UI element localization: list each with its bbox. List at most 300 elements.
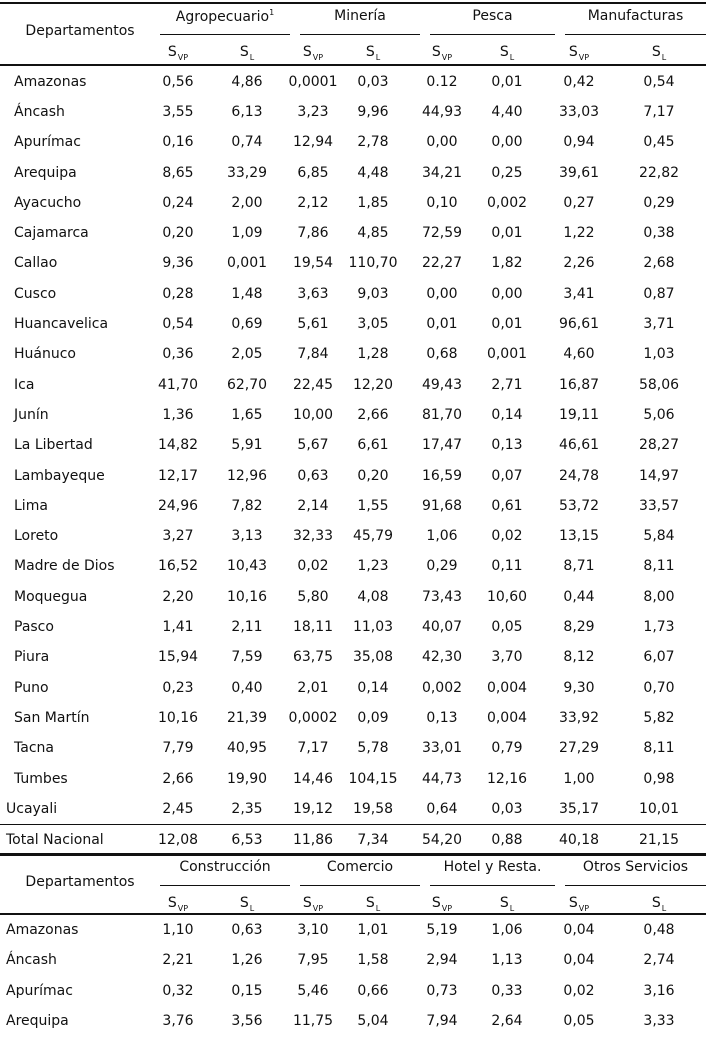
value-cell: 2,14 xyxy=(297,497,329,514)
value-cell: 0,24 xyxy=(162,194,194,211)
value-cell: 0,0001 xyxy=(288,73,338,90)
department-name: Tacna xyxy=(14,740,54,757)
value-cell: 0,13 xyxy=(426,709,458,726)
table-row xyxy=(0,97,721,127)
symbol-s-vp xyxy=(280,895,346,913)
value-cell: 0,66 xyxy=(357,982,389,999)
value-cell: 0,42 xyxy=(563,73,595,90)
value-cell: 10,00 xyxy=(292,406,334,423)
value-cell: 3,63 xyxy=(297,285,329,302)
value-cell: 45,79 xyxy=(352,528,394,545)
table-row xyxy=(0,309,721,339)
symbol-subscript: VP xyxy=(177,904,189,913)
value-cell: 5,82 xyxy=(643,709,675,726)
value-cell: 4,85 xyxy=(357,225,389,242)
table-row xyxy=(0,642,721,672)
value-cell: 1,85 xyxy=(357,194,389,211)
value-cell: 3,70 xyxy=(491,649,523,666)
value-cell: 8,11 xyxy=(643,740,675,757)
total-bottom-rule xyxy=(0,855,706,856)
value-cell: 13,15 xyxy=(558,528,600,545)
value-cell: 2,66 xyxy=(162,770,194,787)
symbol-s-vp xyxy=(409,44,475,62)
symbol-s-vp xyxy=(546,895,612,913)
department-name: Lima xyxy=(14,497,48,514)
symbol-letter: S xyxy=(239,44,249,60)
value-cell: 3,13 xyxy=(231,528,263,545)
value-cell: 0,36 xyxy=(162,346,194,363)
sector-header-label: Pesca xyxy=(472,8,513,24)
value-cell: 24,78 xyxy=(558,467,600,484)
value-cell: 4,86 xyxy=(231,73,263,90)
value-cell: 5,61 xyxy=(297,316,329,333)
value-cell: 0,45 xyxy=(643,134,675,151)
value-cell: 7,95 xyxy=(297,952,329,969)
value-cell: 7,94 xyxy=(426,1013,458,1030)
value-cell: 14,82 xyxy=(157,437,199,454)
value-cell: 19,12 xyxy=(292,800,334,817)
value-cell: 22,82 xyxy=(638,164,680,181)
value-cell: 8,71 xyxy=(563,558,595,575)
value-cell: 0,00 xyxy=(426,285,458,302)
value-cell: 11,03 xyxy=(352,619,394,636)
department-name: Puno xyxy=(14,679,49,696)
symbol-s-l xyxy=(626,895,692,913)
dept-column-header: Departamentos xyxy=(25,874,135,890)
department-name: Pasco xyxy=(14,619,54,636)
value-cell: 40,18 xyxy=(558,831,600,848)
value-cell: 63,75 xyxy=(292,649,334,666)
value-cell: 0,15 xyxy=(231,982,263,999)
value-cell: 8,11 xyxy=(643,558,675,575)
value-cell: 0,04 xyxy=(563,922,595,939)
symbol-subscript: L xyxy=(509,53,515,62)
department-name: Arequipa xyxy=(6,1013,69,1030)
value-cell: 4,08 xyxy=(357,588,389,605)
value-cell: 1,48 xyxy=(231,285,263,302)
value-cell: 21,15 xyxy=(638,831,680,848)
value-cell: 41,70 xyxy=(157,376,199,393)
symbol-subscript: L xyxy=(661,904,667,913)
value-cell: 0,00 xyxy=(426,134,458,151)
value-cell: 104,15 xyxy=(348,770,398,787)
value-cell: 0,14 xyxy=(357,679,389,696)
table-row xyxy=(0,763,721,793)
value-cell: 7,82 xyxy=(231,497,263,514)
symbol-s-vp xyxy=(546,44,612,62)
value-cell: 16,52 xyxy=(157,558,199,575)
value-cell: 3,10 xyxy=(297,922,329,939)
symbol-s-vp xyxy=(409,895,475,913)
symbol-subscript: L xyxy=(661,53,667,62)
department-name: Total Nacional xyxy=(6,831,104,848)
sector-header xyxy=(155,859,295,875)
value-cell: 0,002 xyxy=(421,679,463,696)
symbol-letter: S xyxy=(651,895,661,911)
table-row xyxy=(0,1006,721,1036)
department-name: Huancavelica xyxy=(14,316,109,333)
value-cell: 0,20 xyxy=(357,467,389,484)
value-cell: 3,71 xyxy=(643,316,675,333)
value-cell: 0,69 xyxy=(231,316,263,333)
value-cell: 3,76 xyxy=(162,1013,194,1030)
value-cell: 1,82 xyxy=(491,255,523,272)
value-cell: 22,45 xyxy=(292,376,334,393)
value-cell: 8,00 xyxy=(643,588,675,605)
sector-header xyxy=(425,859,560,875)
value-cell: 1,03 xyxy=(643,346,675,363)
value-cell: 3,56 xyxy=(231,1013,263,1030)
value-cell: 2,20 xyxy=(162,588,194,605)
table-row xyxy=(0,521,721,551)
value-cell: 0,04 xyxy=(563,952,595,969)
value-cell: 21,39 xyxy=(226,709,268,726)
value-cell: 15,94 xyxy=(157,649,199,666)
table-row xyxy=(0,248,721,278)
value-cell: 5,46 xyxy=(297,982,329,999)
value-cell: 3,05 xyxy=(357,316,389,333)
symbol-subscript: VP xyxy=(312,904,324,913)
value-cell: 10,43 xyxy=(226,558,268,575)
value-cell: 44,73 xyxy=(421,770,463,787)
department-name: Callao xyxy=(14,255,58,272)
symbol-letter: S xyxy=(302,44,312,60)
value-cell: 62,70 xyxy=(226,376,268,393)
value-cell: 9,30 xyxy=(563,679,595,696)
value-cell: 0,11 xyxy=(491,558,523,575)
sector-underline xyxy=(430,34,555,35)
value-cell: 33,03 xyxy=(558,103,600,120)
value-cell: 12,94 xyxy=(292,134,334,151)
table-row xyxy=(0,370,721,400)
table-row xyxy=(0,612,721,642)
value-cell: 6,53 xyxy=(231,831,263,848)
value-cell: 1,36 xyxy=(162,406,194,423)
value-cell: 0,48 xyxy=(643,922,675,939)
department-name: La Libertad xyxy=(14,437,93,454)
sector-header-label: Agropecuario xyxy=(175,9,270,25)
value-cell: 2,00 xyxy=(231,194,263,211)
value-cell: 5,67 xyxy=(297,437,329,454)
value-cell: 5,06 xyxy=(643,406,675,423)
value-cell: 10,16 xyxy=(157,709,199,726)
symbol-letter: S xyxy=(431,44,441,60)
sector-header-label: Otros Servicios xyxy=(582,859,689,875)
table2-top-rule xyxy=(0,853,706,855)
value-cell: 2,26 xyxy=(563,255,595,272)
value-cell: 5,19 xyxy=(426,922,458,939)
value-cell: 0,56 xyxy=(162,73,194,90)
value-cell: 0,01 xyxy=(491,225,523,242)
value-cell: 2,71 xyxy=(491,376,523,393)
value-cell: 27,29 xyxy=(558,740,600,757)
value-cell: 0,01 xyxy=(426,316,458,333)
value-cell: 5,78 xyxy=(357,740,389,757)
value-cell: 7,86 xyxy=(297,225,329,242)
value-cell: 7,17 xyxy=(297,740,329,757)
value-cell: 2,01 xyxy=(297,679,329,696)
value-cell: 0,03 xyxy=(357,73,389,90)
value-cell: 2,12 xyxy=(297,194,329,211)
department-name: Apurímac xyxy=(14,134,81,151)
value-cell: 0,44 xyxy=(563,588,595,605)
value-cell: 0,29 xyxy=(426,558,458,575)
value-cell: 3,55 xyxy=(162,103,194,120)
value-cell: 1,01 xyxy=(357,922,389,939)
value-cell: 0.12 xyxy=(426,73,458,90)
table-row xyxy=(0,127,721,157)
value-cell: 0,28 xyxy=(162,285,194,302)
symbol-subscript: L xyxy=(375,904,381,913)
value-cell: 0,74 xyxy=(231,134,263,151)
symbol-letter: S xyxy=(568,895,578,911)
symbol-subscript: VP xyxy=(312,53,324,62)
symbol-letter: S xyxy=(167,44,177,60)
value-cell: 0,01 xyxy=(491,316,523,333)
symbol-subscript: VP xyxy=(177,53,189,62)
sector-underline xyxy=(300,34,420,35)
table-row xyxy=(0,430,721,460)
sector-header xyxy=(155,8,295,25)
value-cell: 9,96 xyxy=(357,103,389,120)
value-cell: 0,27 xyxy=(563,194,595,211)
value-cell: 8,12 xyxy=(563,649,595,666)
symbol-subscript: VP xyxy=(578,53,590,62)
value-cell: 2,05 xyxy=(231,346,263,363)
value-cell: 39,61 xyxy=(558,164,600,181)
value-cell: 1,22 xyxy=(563,225,595,242)
value-cell: 2,78 xyxy=(357,134,389,151)
value-cell: 49,43 xyxy=(421,376,463,393)
value-cell: 0,87 xyxy=(643,285,675,302)
value-cell: 1,26 xyxy=(231,952,263,969)
value-cell: 110,70 xyxy=(348,255,398,272)
value-cell: 1,00 xyxy=(563,770,595,787)
sector-underline xyxy=(565,885,706,886)
value-cell: 9,03 xyxy=(357,285,389,302)
value-cell: 58,06 xyxy=(638,376,680,393)
value-cell: 0,002 xyxy=(486,194,528,211)
value-cell: 19,54 xyxy=(292,255,334,272)
value-cell: 22,27 xyxy=(421,255,463,272)
symbol-s-l xyxy=(626,44,692,62)
value-cell: 40,07 xyxy=(421,619,463,636)
value-cell: 4,40 xyxy=(491,103,523,120)
symbol-subscript: L xyxy=(249,904,255,913)
value-cell: 0,004 xyxy=(486,709,528,726)
value-cell: 1,10 xyxy=(162,922,194,939)
value-cell: 3,16 xyxy=(643,982,675,999)
table-row xyxy=(0,157,721,187)
value-cell: 0,16 xyxy=(162,134,194,151)
top-rule xyxy=(0,2,706,4)
department-name: Cusco xyxy=(14,285,57,302)
value-cell: 0,94 xyxy=(563,134,595,151)
value-cell: 2,21 xyxy=(162,952,194,969)
value-cell: 1,65 xyxy=(231,406,263,423)
value-cell: 10,01 xyxy=(638,800,680,817)
value-cell: 73,43 xyxy=(421,588,463,605)
value-cell: 1,28 xyxy=(357,346,389,363)
value-cell: 11,75 xyxy=(292,1013,334,1030)
value-cell: 8,29 xyxy=(563,619,595,636)
value-cell: 7,84 xyxy=(297,346,329,363)
value-cell: 1,58 xyxy=(357,952,389,969)
department-name: Ica xyxy=(14,376,35,393)
value-cell: 40,95 xyxy=(226,740,268,757)
value-cell: 2,45 xyxy=(162,800,194,817)
value-cell: 8,65 xyxy=(162,164,194,181)
value-cell: 33,57 xyxy=(638,497,680,514)
sector-header-label: Comercio xyxy=(326,859,394,875)
symbol-s-l xyxy=(340,44,406,62)
sector-header xyxy=(560,859,711,875)
value-cell: 0,07 xyxy=(491,467,523,484)
value-cell: 0,25 xyxy=(491,164,523,181)
sector-header xyxy=(560,8,711,24)
value-cell: 12,17 xyxy=(157,467,199,484)
symbol-letter: S xyxy=(239,895,249,911)
value-cell: 0,09 xyxy=(357,709,389,726)
value-cell: 53,72 xyxy=(558,497,600,514)
value-cell: 6,13 xyxy=(231,103,263,120)
sector-header-label: Hotel y Resta. xyxy=(443,859,542,875)
value-cell: 0,68 xyxy=(426,346,458,363)
table-row xyxy=(0,339,721,369)
value-cell: 0,10 xyxy=(426,194,458,211)
value-cell: 0,03 xyxy=(491,800,523,817)
value-cell: 6,85 xyxy=(297,164,329,181)
department-name: Apurímac xyxy=(6,982,73,999)
symbol-letter: S xyxy=(431,895,441,911)
value-cell: 35,08 xyxy=(352,649,394,666)
table-row xyxy=(0,400,721,430)
sector-header xyxy=(425,8,560,24)
value-cell: 16,87 xyxy=(558,376,600,393)
table-row xyxy=(0,551,721,581)
department-name: Arequipa xyxy=(14,164,77,181)
value-cell: 2,64 xyxy=(491,1013,523,1030)
value-cell: 0,05 xyxy=(491,619,523,636)
value-cell: 0,33 xyxy=(491,982,523,999)
value-cell: 7,79 xyxy=(162,740,194,757)
table-row xyxy=(0,67,721,97)
table-row xyxy=(0,582,721,612)
value-cell: 44,93 xyxy=(421,103,463,120)
department-name: Amazonas xyxy=(14,73,87,90)
sector-underline xyxy=(160,885,290,886)
sector-underline xyxy=(565,34,706,35)
value-cell: 0,73 xyxy=(426,982,458,999)
value-cell: 72,59 xyxy=(421,225,463,242)
sector-underline xyxy=(430,885,555,886)
total-row xyxy=(0,825,721,855)
value-cell: 19,90 xyxy=(226,770,268,787)
department-name: San Martín xyxy=(14,709,90,726)
value-cell: 2,74 xyxy=(643,952,675,969)
value-cell: 14,46 xyxy=(292,770,334,787)
sector-header xyxy=(295,859,425,875)
value-cell: 1,73 xyxy=(643,619,675,636)
value-cell: 0,63 xyxy=(297,467,329,484)
value-cell: 9,36 xyxy=(162,255,194,272)
value-cell: 0,14 xyxy=(491,406,523,423)
value-cell: 1,41 xyxy=(162,619,194,636)
value-cell: 16,59 xyxy=(421,467,463,484)
value-cell: 5,91 xyxy=(231,437,263,454)
table-row xyxy=(0,673,721,703)
value-cell: 0,01 xyxy=(491,73,523,90)
symbol-letter: S xyxy=(499,44,509,60)
value-cell: 12,96 xyxy=(226,467,268,484)
symbol-subscript: VP xyxy=(441,53,453,62)
value-cell: 0,38 xyxy=(643,225,675,242)
symbol-s-l xyxy=(214,895,280,913)
value-cell: 17,47 xyxy=(421,437,463,454)
value-cell: 5,80 xyxy=(297,588,329,605)
department-name: Lambayeque xyxy=(14,467,105,484)
value-cell: 0,88 xyxy=(491,831,523,848)
department-name: Cajamarca xyxy=(14,225,89,242)
table-row xyxy=(0,945,721,975)
table-row xyxy=(0,733,721,763)
table-row xyxy=(0,218,721,248)
value-cell: 0,004 xyxy=(486,679,528,696)
value-cell: 0,13 xyxy=(491,437,523,454)
value-cell: 6,61 xyxy=(357,437,389,454)
value-cell: 19,11 xyxy=(558,406,600,423)
symbol-subscript: VP xyxy=(441,904,453,913)
sector-header xyxy=(295,8,425,24)
value-cell: 3,27 xyxy=(162,528,194,545)
value-cell: 7,34 xyxy=(357,831,389,848)
value-cell: 2,11 xyxy=(231,619,263,636)
symbol-s-l xyxy=(474,44,540,62)
symbol-subscript: L xyxy=(249,53,255,62)
sector-header-label: Manufacturas xyxy=(587,8,684,24)
department-name: Tumbes xyxy=(14,770,68,787)
department-name: Piura xyxy=(14,649,50,666)
value-cell: 33,29 xyxy=(226,164,268,181)
symbol-subscript: L xyxy=(375,53,381,62)
value-cell: 5,04 xyxy=(357,1013,389,1030)
value-cell: 0,02 xyxy=(563,982,595,999)
value-cell: 32,33 xyxy=(292,528,334,545)
value-cell: 3,23 xyxy=(297,103,329,120)
value-cell: 1,55 xyxy=(357,497,389,514)
footnote-marker: 1 xyxy=(269,8,275,17)
value-cell: 6,07 xyxy=(643,649,675,666)
symbol-s-l xyxy=(474,895,540,913)
sector-underline xyxy=(160,34,290,35)
table-row xyxy=(0,703,721,733)
value-cell: 46,61 xyxy=(558,437,600,454)
value-cell: 0,001 xyxy=(226,255,268,272)
department-name: Áncash xyxy=(14,103,65,120)
value-cell: 0,64 xyxy=(426,800,458,817)
symbol-letter: S xyxy=(302,895,312,911)
value-cell: 0,79 xyxy=(491,740,523,757)
department-name: Ucayali xyxy=(6,800,58,817)
symbol-s-vp xyxy=(145,895,211,913)
department-name: Moquegua xyxy=(14,588,88,605)
value-cell: 0,02 xyxy=(297,558,329,575)
value-cell: 12,16 xyxy=(486,770,528,787)
value-cell: 96,61 xyxy=(558,316,600,333)
symbol-s-l xyxy=(340,895,406,913)
value-cell: 34,21 xyxy=(421,164,463,181)
value-cell: 0,61 xyxy=(491,497,523,514)
